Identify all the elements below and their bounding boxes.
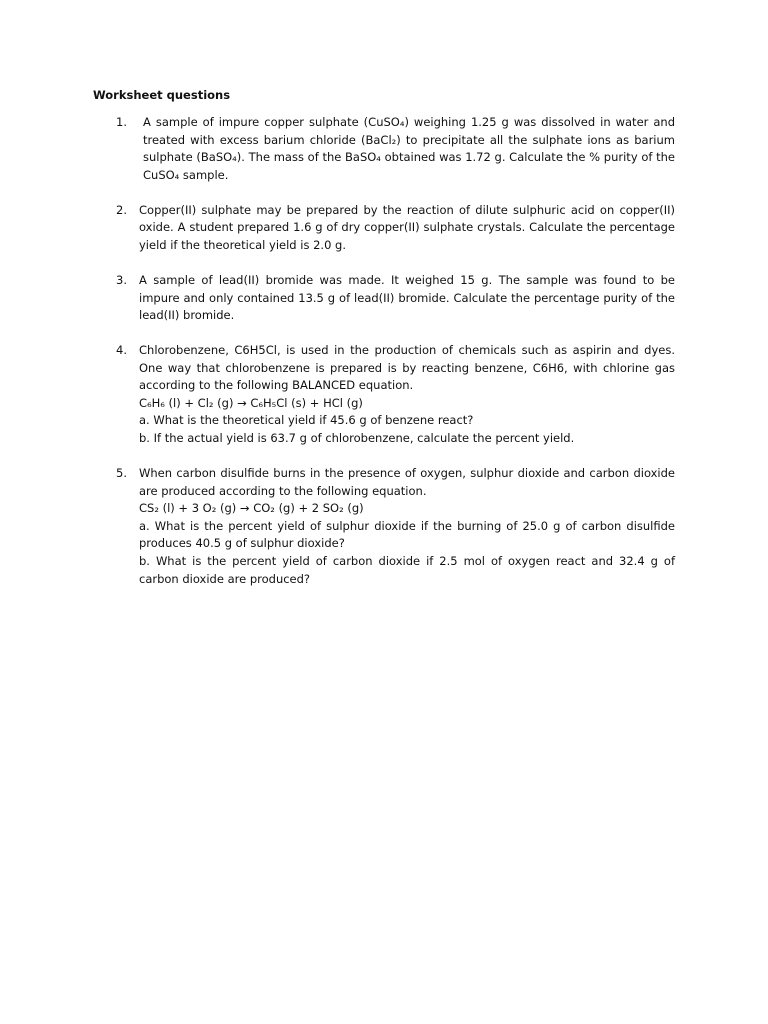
- question-4: [93, 342, 675, 448]
- question-1: [93, 114, 675, 184]
- question-5: [93, 465, 675, 588]
- question-number: 5.: [116, 466, 127, 481]
- question-number: 3.: [116, 272, 127, 287]
- chemical-equation: C₆H₆ (l) + Cl₂ (g) → C₆H₅Cl (s) + HCl (g): [139, 395, 363, 410]
- question-number: 2.: [116, 202, 127, 217]
- question-list: [93, 114, 675, 606]
- question-body: [139, 202, 675, 255]
- question-body: [139, 272, 675, 325]
- question-part-a: a. What is the theoretical yield if 45.6 g of benzene react?: [139, 413, 474, 428]
- question-text: A sample of impure copper sulphate (CuSO₄) weighing 1.25 g was dissolved in water and treated with excess barium chloride (BaCl₂) to precipitate all the sulphate ions as barium sulphate (BaSO₄). The mass of the BaSO₄ obtained was 1.72 g. Calculate the % purity of the CuSO₄ sample.: [143, 115, 675, 182]
- question-body: [139, 342, 675, 448]
- question-text: Copper(II) sulphate may be prepared by the reaction of dilute sulphuric acid on copper(II) oxide. A student prepared 1.6 g of dry copper(II) sulphate crystals. Calculate the percentage yield if the theoretical yield is 2.0 g.: [139, 202, 675, 252]
- question-part-b: b. If the actual yield is 63.7 g of chlorobenzene, calculate the percent yield.: [139, 431, 575, 446]
- question-2: [93, 202, 675, 255]
- question-body: [139, 114, 675, 184]
- chemical-equation: CS₂ (l) + 3 O₂ (g) → CO₂ (g) + 2 SO₂ (g): [139, 501, 364, 516]
- question-text: Chlorobenzene, C6H5Cl, is used in the production of chemicals such as aspirin and dyes. One way that chlorobenzene is prepared is by reacting benzene, C6H6, with chlorine gas according to the following BALANCED equation.: [139, 343, 675, 393]
- worksheet-title: Worksheet questions: [93, 88, 231, 102]
- question-3: [93, 272, 675, 325]
- question-text: A sample of lead(II) bromide was made. It weighed 15 g. The sample was found to be impure and only contained 13.5 g of lead(II) bromide. Calculate the percentage purity of the lead(II) bromide.: [139, 272, 675, 323]
- question-number: 1.: [116, 115, 127, 129]
- question-part-b: b. What is the percent yield of carbon dioxide if 2.5 mol of oxygen react and 32.4 g of carbon dioxide are produced?: [139, 554, 675, 586]
- question-text: When carbon disulfide burns in the presence of oxygen, sulphur dioxide and carbon dioxide are produced according to the following equation.: [139, 466, 675, 498]
- question-body: [139, 465, 675, 588]
- question-part-a: a. What is the percent yield of sulphur dioxide if the burning of 25.0 g of carbon disulfide produces 40.5 g of sulphur dioxide?: [139, 518, 675, 551]
- question-number: 4.: [116, 343, 127, 358]
